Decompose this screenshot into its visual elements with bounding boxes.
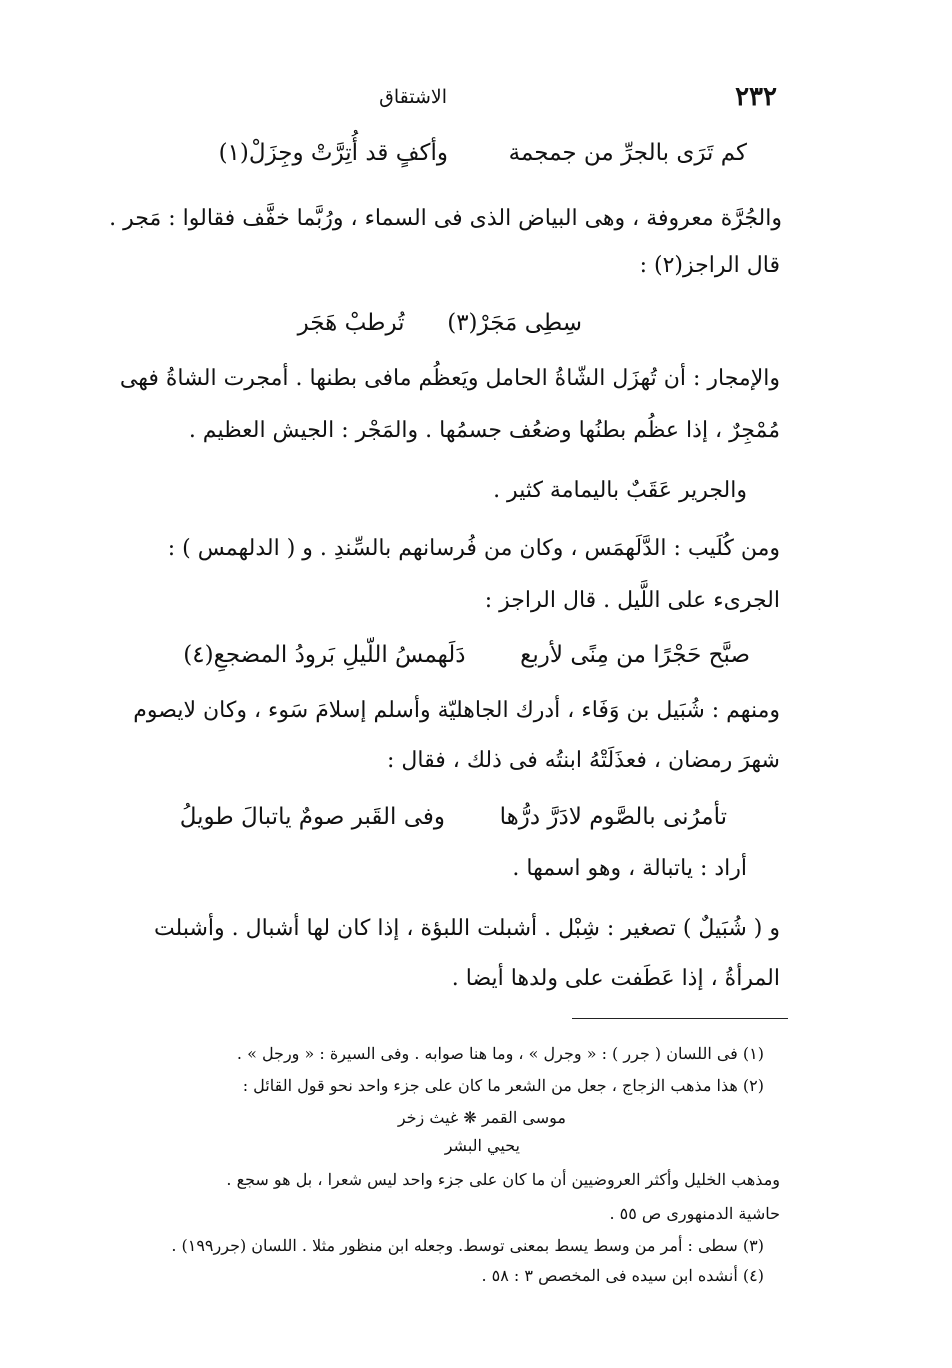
verse-3-hemistich-left: دَلَهمسُ اللّيلِ بَرودُ المضجعِ(٤) xyxy=(183,642,466,668)
footnote-2-verse-line-1: موسى القمر ❋ غيث زخر xyxy=(397,1108,566,1127)
verse-4-hemistich-left: وفى القَبر صومٌ ياتبالَ طويلُ xyxy=(179,804,445,830)
verse-4 xyxy=(180,804,727,830)
verse-3 xyxy=(183,642,750,668)
footnote-1: (١) فى اللسان ( جرر ) : « وجرل » ، وما هنا صوابه . وفى السيرة : « ورجل » . xyxy=(236,1044,764,1063)
page-header xyxy=(120,82,777,116)
paragraph-4-line-1: ومن كُلَيب : الدَّلَهمَس ، وكان من فُرسانهم بالسِّندِ . و ( الدلهمس ) : xyxy=(167,536,780,561)
paragraph-2-line-1: والإمجار : أن تُهزَل الشّاةُ الحامل ويَعظُم مافى بطنها . أمجرت الشاةُ فهى xyxy=(119,366,780,391)
paragraph-3-line-1: والجرير عَقَبٌ باليمامة كثير . xyxy=(493,478,747,503)
footnote-2-line-3: حاشية الدمنهورى ص ٥٥ . xyxy=(609,1204,780,1223)
paragraph-4-line-2: الجرىء على اللَّيل . قال الراجز : xyxy=(484,588,780,613)
footnote-4: (٤) أنشده ابن سيده فى المخصص ٣ : ٥٨ . xyxy=(481,1266,764,1285)
running-title: الاشتقاق xyxy=(379,86,447,108)
footnote-2-line-1: (٢) هذا مذهب الزجاج ، جعل من الشعر ما كان على جزء واحد نحو قول القائل : xyxy=(242,1076,764,1095)
page-number: ٢٣٢ xyxy=(735,82,777,112)
paragraph-5-line-2: شهرَ رمضان ، فعذَلَتْهُ ابنتُه فى ذلك ، فقال : xyxy=(387,748,780,773)
paragraph-1-line-2: قال الراجز(٢) : xyxy=(639,253,780,278)
paragraph-7-line-2: المرأةُ ، إذا عَطَفت على ولدها أيضا . xyxy=(451,966,780,991)
footnote-3: (٣) سطى : أمر من وسط يسط بمعنى توسط. وجعله ابن منظور مثلا . اللسان (جرر١٩٩) . xyxy=(171,1236,764,1255)
footnote-2-line-2: ومذهب الخليل وأكثر العروضيين أن ما كان على جزء واحد ليس شعرا ، بل هو سجع . xyxy=(226,1170,780,1189)
paragraph-6-line-1: أراد : ياتبالة ، وهو اسمها . xyxy=(512,856,747,881)
verse-2-hemistich-right: سِطِى مَجَرْ(٣) xyxy=(447,310,582,336)
footnote-separator xyxy=(572,1018,788,1019)
footnote-2-verse-line-2: يحيي البشر xyxy=(444,1136,520,1155)
verse-1-hemistich-left: وأكفٍ قد أُتِرَّتْ وجِزَلْ(١) xyxy=(218,140,448,166)
paragraph-1-line-1: والجُرَّة معروفة ، وهى البياض الذى فى السماء ، ورُبَّما خفَّف فقالوا : مَجر . xyxy=(109,206,782,231)
verse-4-hemistich-right: تأمرُنى بالصَّوم لادَرَّ درُّها xyxy=(499,804,727,830)
verse-2-hemistich-left: تُرطبْ هَجَر xyxy=(297,310,405,336)
paragraph-2-line-2: مُمْجِرٌ ، إذا عظُم بطنُها وضعُف جسمُها . والمَجْر : الجيش العظيم . xyxy=(188,418,780,443)
verse-1 xyxy=(219,140,747,166)
verse-3-hemistich-right: صبَّح حَجْرًا من مِنًى لأربع xyxy=(520,642,750,668)
verse-1-hemistich-right: كم تَرَى بالجرِّ من جمجمة xyxy=(508,140,747,166)
paragraph-7-line-1: و ( شُبَيلٌ ) تصغير : شِبْل . أشبلت اللبؤة ، إذا كان لها أشبال . وأشبلت xyxy=(153,916,780,941)
paragraph-5-line-1: ومنهم : شُبَيل بن وَفَاء ، أدرك الجاهليّة وأسلم إسلامَ سَوء ، وكان لايصوم xyxy=(133,698,780,723)
verse-2 xyxy=(298,310,582,336)
